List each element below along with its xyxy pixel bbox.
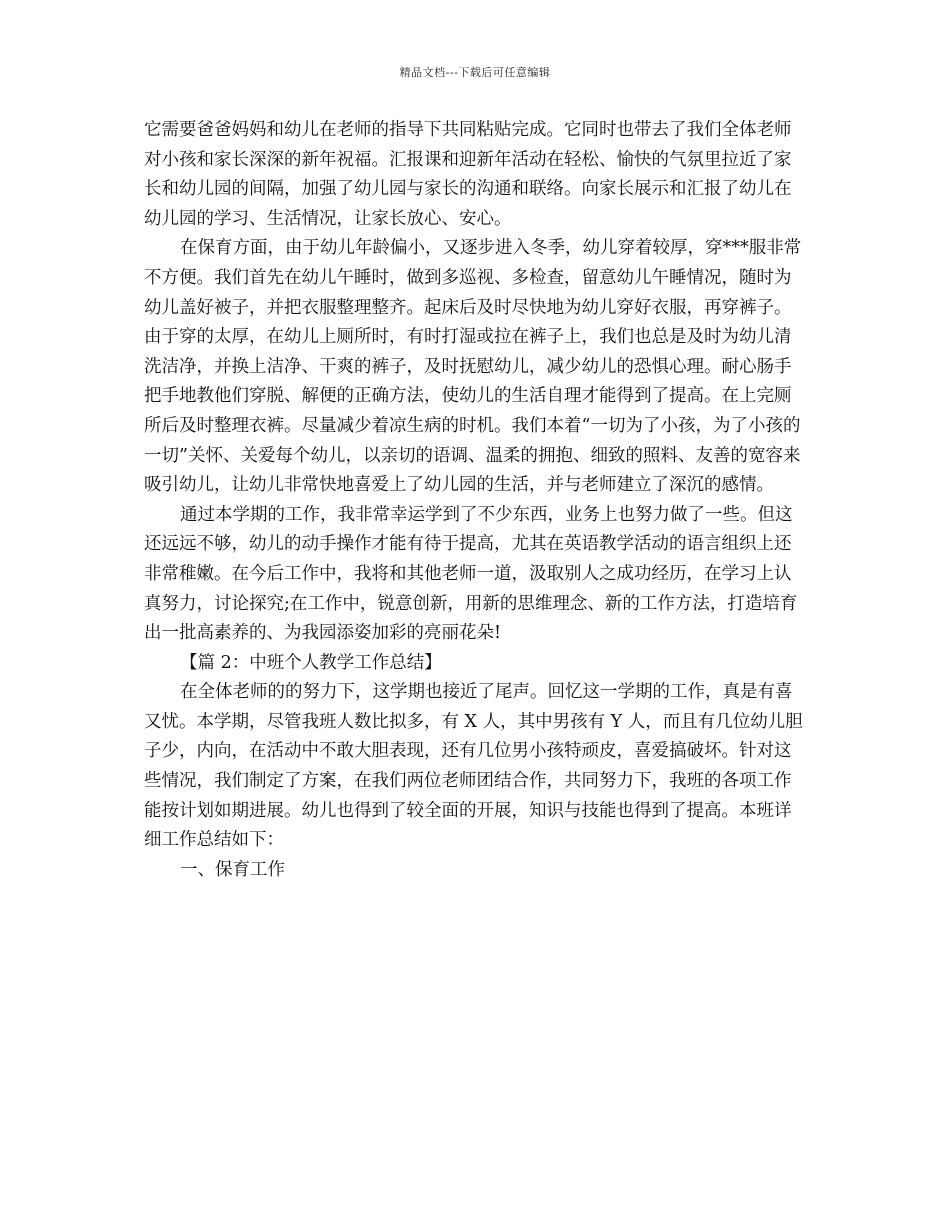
paragraph-reflection: 通过本学期的工作，我非常幸运学到了不少东西，业务上也努力做了一些。但这还远远不够，幼儿的动手操作才能有待于提高，尤其在英语教学活动的语言组织上还非常稚嫩。在今后工作中，我将和其他老师一道，汲取别人之成功经历，在学习上认真努力，讨论探究;在工作中，锐意创新，用新的思维理念、新的工作方法，打造培育出一批高素养的、为我园添姿加彩的亮丽花朵! bbox=[144, 504, 798, 644]
section-heading-part2: 【篇 2：中班个人教学工作总结】 bbox=[180, 652, 442, 673]
page-header: 精品文档---下载后可任意编辑 bbox=[399, 66, 551, 79]
subheading-care-work: 一、保育工作 bbox=[180, 859, 285, 880]
paragraph-continuation: 它需要爸爸妈妈和幼儿在老师的指导下共同粘贴完成。它同时也带去了我们全体老师对小孩和家长深深的新年祝福。汇报课和迎新年活动在轻松、愉快的气氛里拉近了家长和幼儿园的间隔，加强了幼儿园与家长的沟通和联络。向家长展示和汇报了幼儿在幼儿园的学习、生活情况，让家长放心、安心。 bbox=[144, 120, 792, 229]
paragraph-childcare: 在保育方面，由于幼儿年龄偏小，又逐步进入冬季，幼儿穿着较厚，穿***服非常不方便。我们首先在幼儿午睡时，做到多巡视、多检查，留意幼儿午睡情况，随时为幼儿盖好被子，并把衣服整理整齐。起床后及时尽快地为幼儿穿好衣服，再穿裤子。由于穿的太厚，在幼儿上厕所时，有时打湿或拉在裤子上，我们也总是及时为幼儿清洗洁净，并换上洁净、干爽的裤子，及时抚慰幼儿，减少幼儿的恐惧心理。耐心肠手把手地教他们穿脱、解便的正确方法，使幼儿的生活自理才能得到了提高。在上完厕所后及时整理衣裤。尽量减少着凉生病的时机。我们本着“一切为了小孩，为了小孩的一切”关怀、关爱每个幼儿，以亲切的语调、温柔的拥抱、细致的照料、友善的宽容来吸引幼儿，让幼儿非常快地喜爱上了幼儿园的生活，并与老师建立了深沉的感情。 bbox=[144, 238, 802, 496]
document-body bbox=[144, 116, 808, 885]
paragraph-intro: 在全体老师的的努力下，这学期也接近了尾声。回忆这一学期的工作，真是有喜又忧。本学期，尽管我班人数比拟多，有 X 人，其中男孩有 Y 人，而且有几位幼儿胆子少，内向，在活动中不敢大胆表现，还有几位男小孩特顽皮，喜爱搞破坏。针对这些情况，我们制定了方案，在我们两位老师团结合作，共同努力下，我班的各项工作能按计划如期进展。幼儿也得到了较全面的开展，知识与技能也得到了提高。本班详细工作总结如下： bbox=[144, 682, 803, 851]
